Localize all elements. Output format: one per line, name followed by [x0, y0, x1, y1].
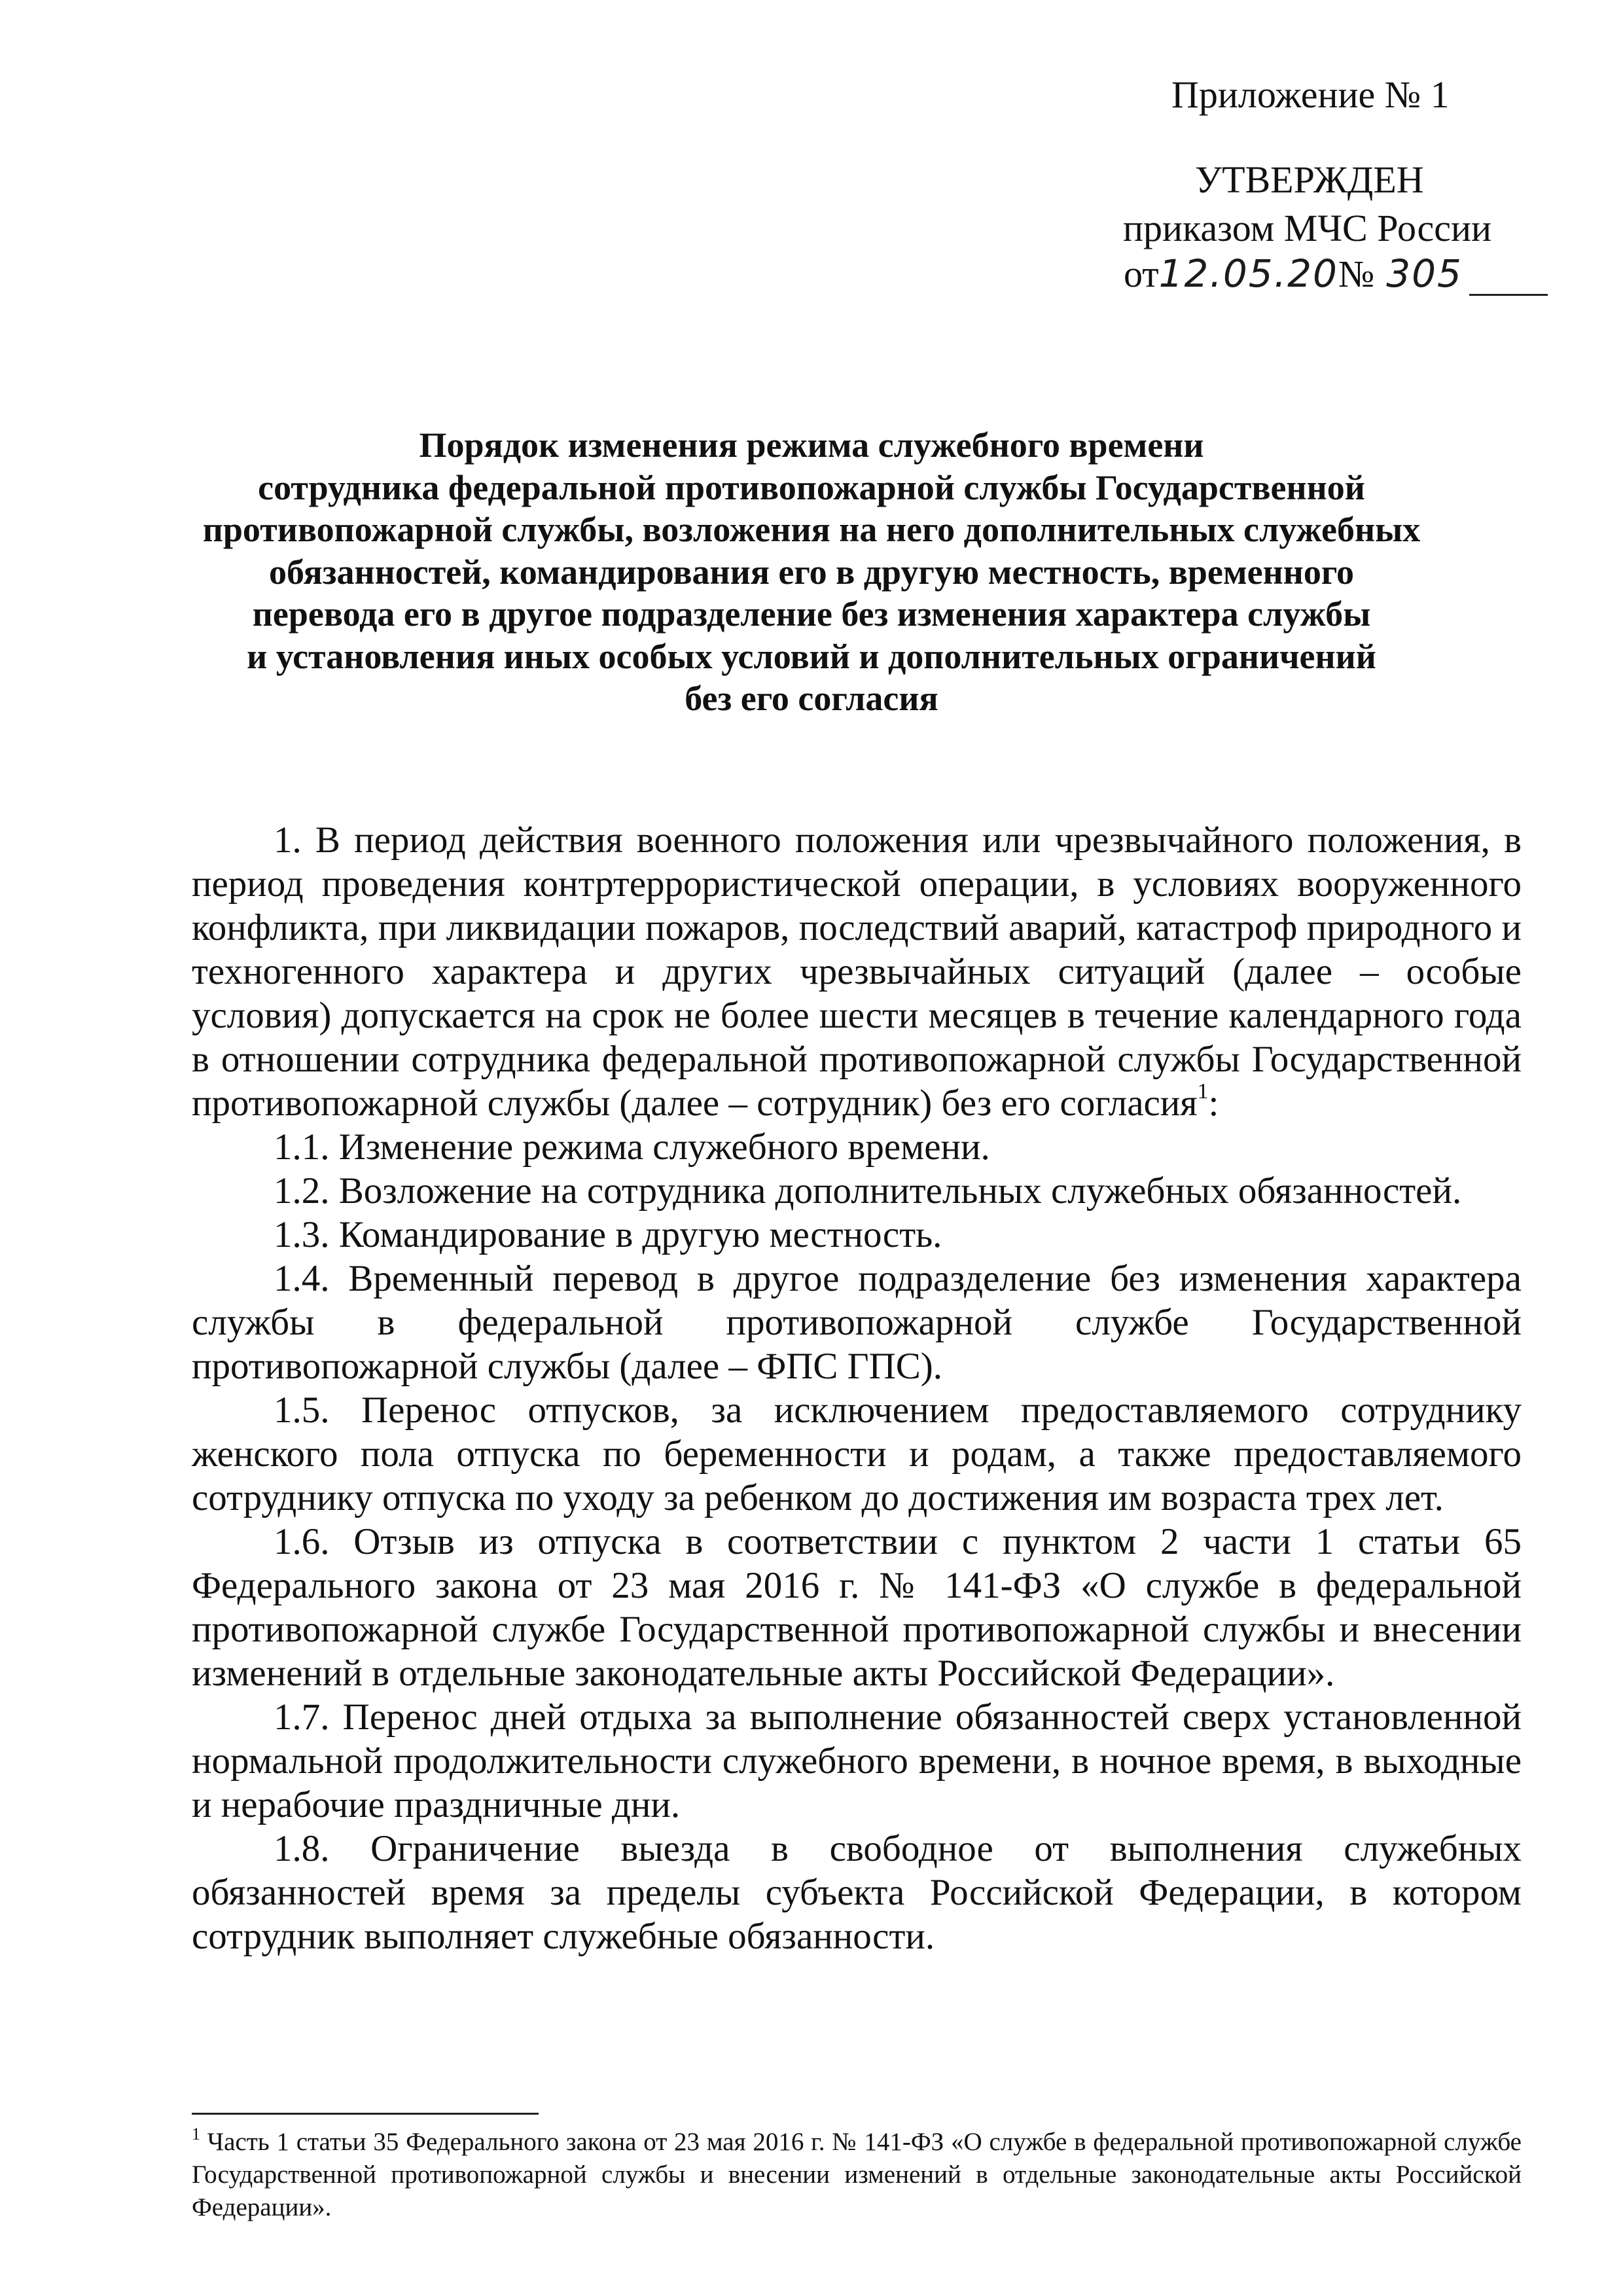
item-1-6: 1.6. Отзыв из отпуска в соответствии с пунктом 2 части 1 статьи 65 Федерального закона от 23 мая 2016 г. № 141-ФЗ «О службе в федеральной противопожарной службе Государственной противопожарной службы и внесении изменений в отдельные законодательные акты Российской Федерации».	[192, 1521, 1522, 1694]
item-1-7: 1.7. Перенос дней отдыха за выполнение обязанностей сверх установленной нормальной продолжительности служебного времени, в ночное время, в выходные и нерабочие праздничные дни.	[192, 1696, 1522, 1825]
number-underline	[1469, 260, 1548, 296]
title-line: обязанностей, командирования его в другую местность, временного	[268, 552, 1355, 592]
paragraph-1-text: 1. В период действия военного положения или чрезвычайного положения, в период проведения контртеррористической операции, в условиях вооруженного конфликта, при ликвидации пожаров, последствий аварий, катастроф природного и техногенного характера и других чрезвычайных ситуаций (далее – особые условия) допускается на срок не более шести месяцев в течение календарного года в отношении сотрудника федеральной противопожарной службы Государственной противопожарной службы (далее – сотрудник) без его согласия	[192, 819, 1522, 1124]
order-date-line	[1124, 252, 1548, 296]
order-label: приказом МЧС России	[1123, 207, 1492, 249]
footnote	[192, 2126, 1522, 2224]
item-1-3: 1.3. Командирование в другую местность.	[274, 1214, 942, 1255]
footnote-divider	[192, 2113, 539, 2115]
item-1-8: 1.8. Ограничение выезда в свободное от выполнения служебных обязанностей время за пределы субъекта Российской Федерации, в котором сотрудник выполняет служебные обязанности.	[192, 1828, 1522, 1957]
number-sign: №	[1338, 253, 1375, 295]
footnote-marker: 1	[192, 2125, 200, 2144]
document-title	[183, 424, 1440, 720]
date-prefix: от	[1124, 253, 1159, 295]
paragraph-1-end: :	[1208, 1083, 1219, 1124]
title-line: перевода его в другое подразделение без изменения характера службы	[252, 594, 1371, 634]
title-line: и установления иных особых условий и дополнительных ограничений	[247, 636, 1376, 676]
item-1-4: 1.4. Временный перевод в другое подразделение без изменения характера службы в федеральной противопожарной службе Государственной противопожарной службы (далее – ФПС ГПС).	[192, 1258, 1522, 1387]
approved-label: УТВЕРЖДЕН	[1195, 158, 1424, 201]
handwritten-date: 12.05.20	[1158, 251, 1338, 296]
title-line: сотрудника федеральной противопожарной службы Государственной	[258, 467, 1365, 507]
title-line: Порядок изменения режима служебного времени	[419, 425, 1204, 465]
footnote-reference: 1	[1197, 1079, 1209, 1103]
footnote-text: Часть 1 статьи 35 Федерального закона от 23 мая 2016 г. № 141-ФЗ «О службе в федеральной противопожарной службе Государственной противопожарной службы и внесении изменений в отдельные законодательные акты Российской Федерации».	[192, 2128, 1522, 2221]
document-body	[192, 818, 1522, 1958]
appendix-label: Приложение № 1	[1171, 73, 1450, 116]
title-line: без его согласия	[685, 679, 938, 718]
item-1-1: 1.1. Изменение режима служебного времени.	[274, 1126, 990, 1168]
handwritten-order-number: 305	[1386, 251, 1463, 296]
paragraph-1	[192, 818, 1522, 1125]
title-line: противопожарной службы, возложения на него дополнительных служебных	[202, 510, 1421, 549]
item-1-2: 1.2. Возложение на сотрудника дополнительных служебных обязанностей.	[274, 1170, 1462, 1211]
item-1-5: 1.5. Перенос отпусков, за исключением предоставляемого сотруднику женского пола отпуска по беременности и родам, а также предоставляемого сотруднику отпуска по уходу за ребенком до достижения им возраста трех лет.	[192, 1390, 1522, 1518]
